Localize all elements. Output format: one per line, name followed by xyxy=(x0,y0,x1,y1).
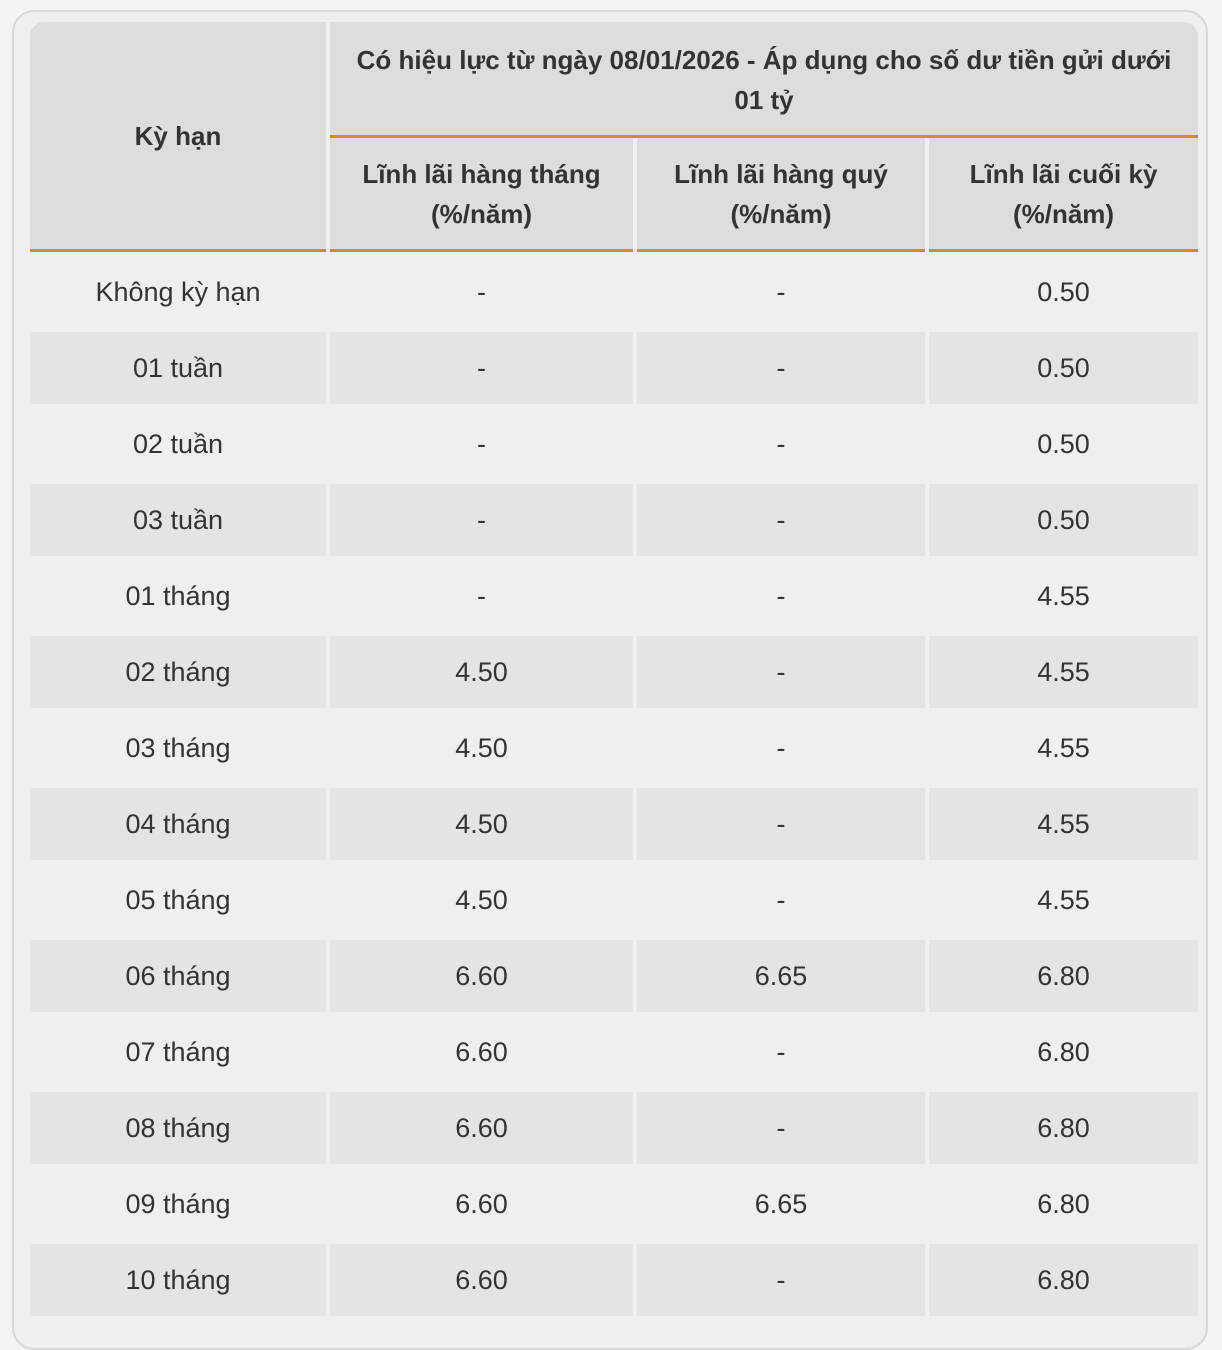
header-monthly-interest: Lĩnh lãi hàng tháng (%/năm) xyxy=(330,138,633,252)
row-quarterly-cell: - xyxy=(637,252,925,328)
table-row xyxy=(30,404,1198,480)
table-row xyxy=(30,556,1198,632)
table-row xyxy=(30,1088,1198,1164)
table-row xyxy=(30,1012,1198,1088)
row-monthly-cell: 6.60 xyxy=(330,1240,633,1316)
header-end-of-term-interest: Lĩnh lãi cuối kỳ (%/năm) xyxy=(929,138,1198,252)
row-end-of-term-cell: 0.50 xyxy=(929,252,1198,328)
row-quarterly-cell: - xyxy=(637,1240,925,1316)
row-monthly-cell: - xyxy=(330,328,633,404)
row-term-cell: 09 tháng xyxy=(30,1164,326,1240)
row-monthly-cell: 4.50 xyxy=(330,860,633,936)
row-quarterly-cell: - xyxy=(637,480,925,556)
row-monthly-cell: - xyxy=(330,252,633,328)
table-row xyxy=(30,708,1198,784)
row-term-cell: 10 tháng xyxy=(30,1240,326,1316)
row-quarterly-cell: - xyxy=(637,784,925,860)
row-end-of-term-cell: 4.55 xyxy=(929,784,1198,860)
row-monthly-cell: 6.60 xyxy=(330,1164,633,1240)
row-quarterly-cell: - xyxy=(637,404,925,480)
table-row xyxy=(30,936,1198,1012)
row-term-cell: 01 tháng xyxy=(30,556,326,632)
row-term-cell: 08 tháng xyxy=(30,1088,326,1164)
row-quarterly-cell: - xyxy=(637,556,925,632)
row-term-cell: 07 tháng xyxy=(30,1012,326,1088)
header-term: Kỳ hạn xyxy=(30,22,326,252)
table-row xyxy=(30,328,1198,404)
row-end-of-term-cell: 6.80 xyxy=(929,1012,1198,1088)
header-effective-date-group: Có hiệu lực từ ngày 08/01/2026 - Áp dụng cho số dư tiền gửi dưới 01 tỷ xyxy=(330,22,1198,138)
row-end-of-term-cell: 6.80 xyxy=(929,1240,1198,1316)
table-row xyxy=(30,1240,1198,1316)
row-quarterly-cell: - xyxy=(637,860,925,936)
row-term-cell: 06 tháng xyxy=(30,936,326,1012)
row-term-cell: 05 tháng xyxy=(30,860,326,936)
interest-rate-table xyxy=(26,22,1202,1316)
row-end-of-term-cell: 0.50 xyxy=(929,404,1198,480)
row-quarterly-cell: - xyxy=(637,1012,925,1088)
row-monthly-cell: - xyxy=(330,480,633,556)
row-quarterly-cell: 6.65 xyxy=(637,936,925,1012)
row-end-of-term-cell: 6.80 xyxy=(929,936,1198,1012)
row-monthly-cell: 4.50 xyxy=(330,632,633,708)
row-monthly-cell: - xyxy=(330,404,633,480)
row-end-of-term-cell: 0.50 xyxy=(929,328,1198,404)
row-end-of-term-cell: 4.55 xyxy=(929,860,1198,936)
table-row xyxy=(30,860,1198,936)
row-quarterly-cell: - xyxy=(637,328,925,404)
row-term-cell: 04 tháng xyxy=(30,784,326,860)
row-term-cell: 03 tháng xyxy=(30,708,326,784)
table-row xyxy=(30,480,1198,556)
row-monthly-cell: 6.60 xyxy=(330,1012,633,1088)
row-quarterly-cell: - xyxy=(637,1088,925,1164)
row-quarterly-cell: 6.65 xyxy=(637,1164,925,1240)
header-quarterly-interest: Lĩnh lãi hàng quý (%/năm) xyxy=(637,138,925,252)
row-term-cell: 02 tuần xyxy=(30,404,326,480)
row-quarterly-cell: - xyxy=(637,632,925,708)
table-row xyxy=(30,784,1198,860)
row-term-cell: 01 tuần xyxy=(30,328,326,404)
row-monthly-cell: 6.60 xyxy=(330,1088,633,1164)
row-monthly-cell: 4.50 xyxy=(330,784,633,860)
row-end-of-term-cell: 4.55 xyxy=(929,556,1198,632)
row-monthly-cell: 4.50 xyxy=(330,708,633,784)
row-term-cell: 02 tháng xyxy=(30,632,326,708)
table-row xyxy=(30,1164,1198,1240)
row-quarterly-cell: - xyxy=(637,708,925,784)
row-end-of-term-cell: 4.55 xyxy=(929,708,1198,784)
row-end-of-term-cell: 4.55 xyxy=(929,632,1198,708)
row-end-of-term-cell: 6.80 xyxy=(929,1164,1198,1240)
row-monthly-cell: 6.60 xyxy=(330,936,633,1012)
rate-table-panel xyxy=(12,10,1208,1350)
table-row xyxy=(30,632,1198,708)
row-end-of-term-cell: 0.50 xyxy=(929,480,1198,556)
row-monthly-cell: - xyxy=(330,556,633,632)
row-term-cell: Không kỳ hạn xyxy=(30,252,326,328)
row-end-of-term-cell: 6.80 xyxy=(929,1088,1198,1164)
table-row xyxy=(30,252,1198,328)
row-term-cell: 03 tuần xyxy=(30,480,326,556)
